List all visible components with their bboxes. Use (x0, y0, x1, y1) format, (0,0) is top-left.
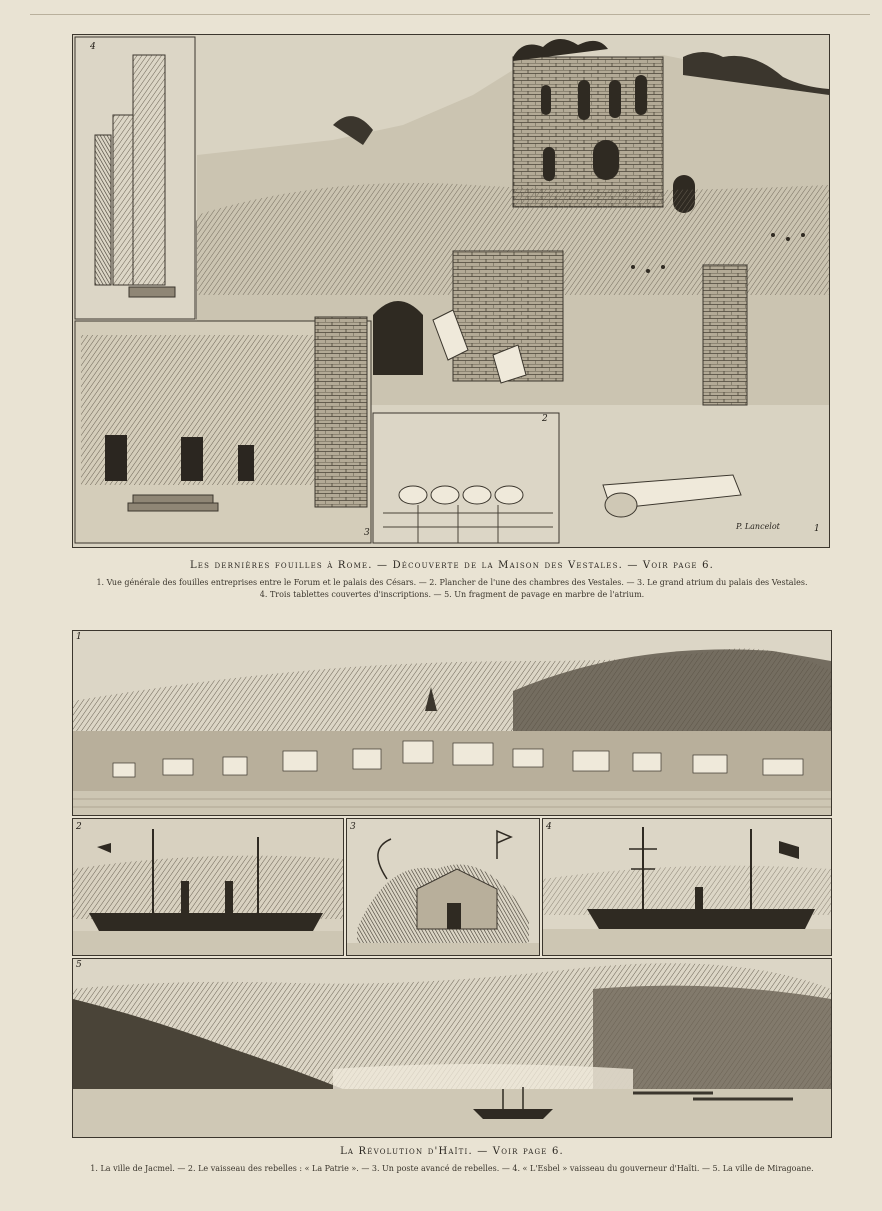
haiti-figure-number-3: 3 (350, 822, 356, 832)
rome-engraving-illustration (73, 35, 829, 547)
rome-figure-number-2: 2 (542, 414, 548, 424)
rome-excavations-plate (72, 34, 830, 548)
rome-caption-line-1: 1. Vue générale des fouilles entreprises entre le Forum et le palais des Césars. — 2. Plancher de l'une des chambres des Vestales. — 3. Le grand atrium du palais des Vestales. (96, 578, 808, 587)
haiti-miragoane-panel (72, 958, 832, 1138)
haiti-figure-number-4: 4 (546, 822, 552, 832)
miragoane-town-illustration (73, 959, 831, 1137)
haiti-figure-number-2: 2 (76, 822, 82, 832)
haiti-caption-line: 1. La ville de Jacmel. — 2. Le vaisseau des rebelles : « La Patrie ». — 3. Un poste avancé de rebelles. — 4. « L'Esbel » vaisseau du gouverneur d'Haïti. — 5. La ville de Miragoane. (90, 1164, 814, 1173)
page-top-rule (30, 14, 870, 15)
haiti-rebel-post-panel (346, 818, 540, 956)
rome-figure-number-4: 4 (90, 42, 96, 52)
rome-engraver-signature: P. Lancelot (736, 522, 780, 531)
la-patrie-ship-illustration (73, 819, 343, 955)
esbel-ship-illustration (543, 819, 831, 955)
haiti-figure-number-1: 1 (76, 632, 82, 642)
haiti-jacmel-panel (72, 630, 832, 816)
haiti-la-patrie-panel (72, 818, 344, 956)
haiti-esbel-panel (542, 818, 832, 956)
rome-caption-line-2: 4. Trois tablettes couvertes d'inscriptions. — 5. Un fragment de pavage en marbre de l'atrium. (259, 590, 645, 599)
rome-figure-number-1: 1 (814, 524, 820, 534)
rome-caption-title: Les dernières fouilles à Rome. — Découverte de la Maison des Vestales. — Voir page 6. (189, 560, 715, 571)
jacmel-town-illustration (73, 631, 831, 815)
haiti-caption-title: La Révolution d'Haïti. — Voir page 6. (340, 1146, 564, 1157)
rebel-outpost-illustration (347, 819, 539, 955)
rome-figure-number-3: 3 (364, 528, 370, 538)
haiti-figure-number-5: 5 (76, 960, 82, 970)
